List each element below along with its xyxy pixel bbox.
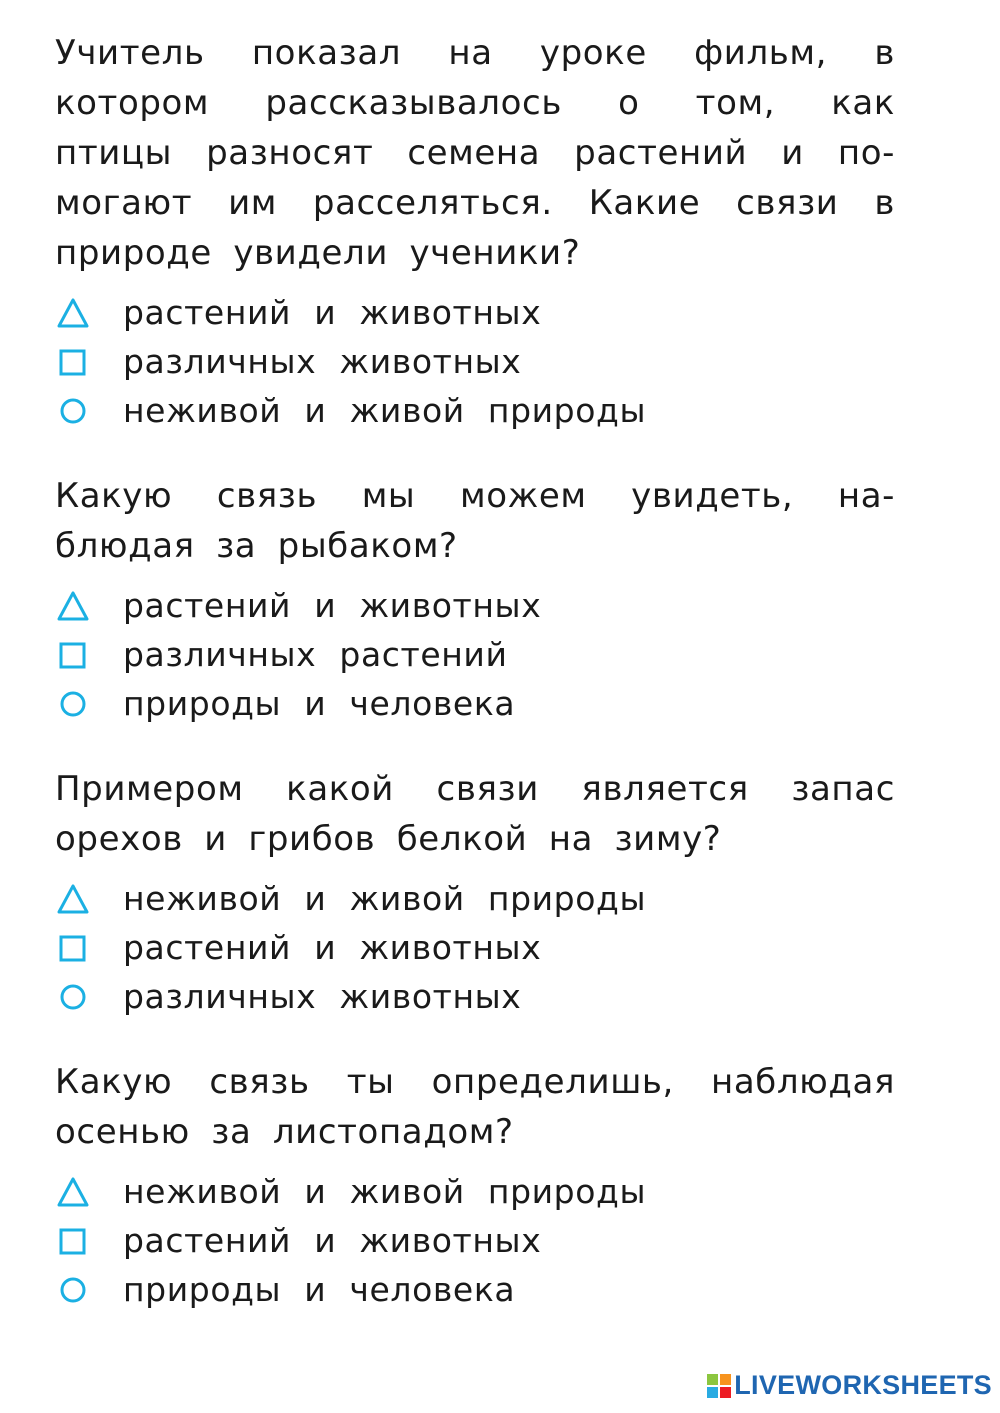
circle-icon[interactable] xyxy=(55,686,91,722)
circle-icon[interactable] xyxy=(55,393,91,429)
triangle-icon[interactable] xyxy=(55,295,91,331)
question-line: Учитель показал на уроке фильм, в xyxy=(55,33,895,73)
answer-label: неживой и живой природы xyxy=(123,879,647,918)
answer-label: природы и человека xyxy=(123,1270,516,1309)
answer-label: растений и животных xyxy=(123,1221,542,1260)
answer-option[interactable] xyxy=(55,923,895,972)
answer-option[interactable] xyxy=(55,1167,895,1216)
answer-label: природы и человека xyxy=(123,684,516,723)
question-line: блюдая за рыбаком? xyxy=(55,526,458,566)
answer-label: различных растений xyxy=(123,635,508,674)
question-4 xyxy=(55,1057,895,1314)
answer-label: различных животных xyxy=(123,342,522,381)
answer-option[interactable] xyxy=(55,630,895,679)
answer-option[interactable] xyxy=(55,1216,895,1265)
triangle-icon[interactable] xyxy=(55,588,91,624)
question-line: орехов и грибов белкой на зиму? xyxy=(55,819,722,859)
square-icon[interactable] xyxy=(55,930,91,966)
liveworksheets-logo[interactable] xyxy=(706,1370,992,1401)
answer-option[interactable] xyxy=(55,288,895,337)
square-icon[interactable] xyxy=(55,1223,91,1259)
answer-option[interactable] xyxy=(55,337,895,386)
square-icon[interactable] xyxy=(55,344,91,380)
circle-icon[interactable] xyxy=(55,979,91,1015)
answer-label: растений и животных xyxy=(123,586,542,625)
question-text xyxy=(55,1057,895,1157)
answer-label: различных животных xyxy=(123,977,522,1016)
square-icon[interactable] xyxy=(55,637,91,673)
question-2 xyxy=(55,471,895,728)
answer-label: растений и животных xyxy=(123,928,542,967)
question-line: котором рассказывалось о том, как xyxy=(55,83,895,123)
answer-option[interactable] xyxy=(55,874,895,923)
worksheet xyxy=(55,28,895,1350)
circle-icon[interactable] xyxy=(55,1272,91,1308)
question-line: Какую связь мы можем увидеть, на- xyxy=(55,476,895,516)
question-line: могают им расселяться. Какие связи в xyxy=(55,183,895,223)
question-line: птицы разносят семена растений и по- xyxy=(55,133,895,173)
liveworksheets-logo-icon xyxy=(706,1373,732,1399)
question-text xyxy=(55,28,895,278)
question-3 xyxy=(55,764,895,1021)
question-1 xyxy=(55,28,895,435)
question-line: Какую связь ты определишь, наблюдая xyxy=(55,1062,895,1102)
liveworksheets-brand: LIVEWORKSHEETS xyxy=(734,1370,992,1400)
answer-options xyxy=(55,1167,895,1314)
answer-option[interactable] xyxy=(55,1265,895,1314)
answer-label: растений и животных xyxy=(123,293,542,332)
triangle-icon[interactable] xyxy=(55,1174,91,1210)
question-line: Примером какой связи является запас xyxy=(55,769,895,809)
question-text xyxy=(55,764,895,864)
answer-options xyxy=(55,874,895,1021)
triangle-icon[interactable] xyxy=(55,881,91,917)
answer-label: неживой и живой природы xyxy=(123,391,647,430)
answer-label: неживой и живой природы xyxy=(123,1172,647,1211)
answer-options xyxy=(55,288,895,435)
answer-option[interactable] xyxy=(55,581,895,630)
answer-option[interactable] xyxy=(55,972,895,1021)
answer-option[interactable] xyxy=(55,679,895,728)
question-text xyxy=(55,471,895,571)
question-line: природе увидели ученики? xyxy=(55,233,581,273)
answer-option[interactable] xyxy=(55,386,895,435)
question-line: осенью за листопадом? xyxy=(55,1112,514,1152)
answer-options xyxy=(55,581,895,728)
